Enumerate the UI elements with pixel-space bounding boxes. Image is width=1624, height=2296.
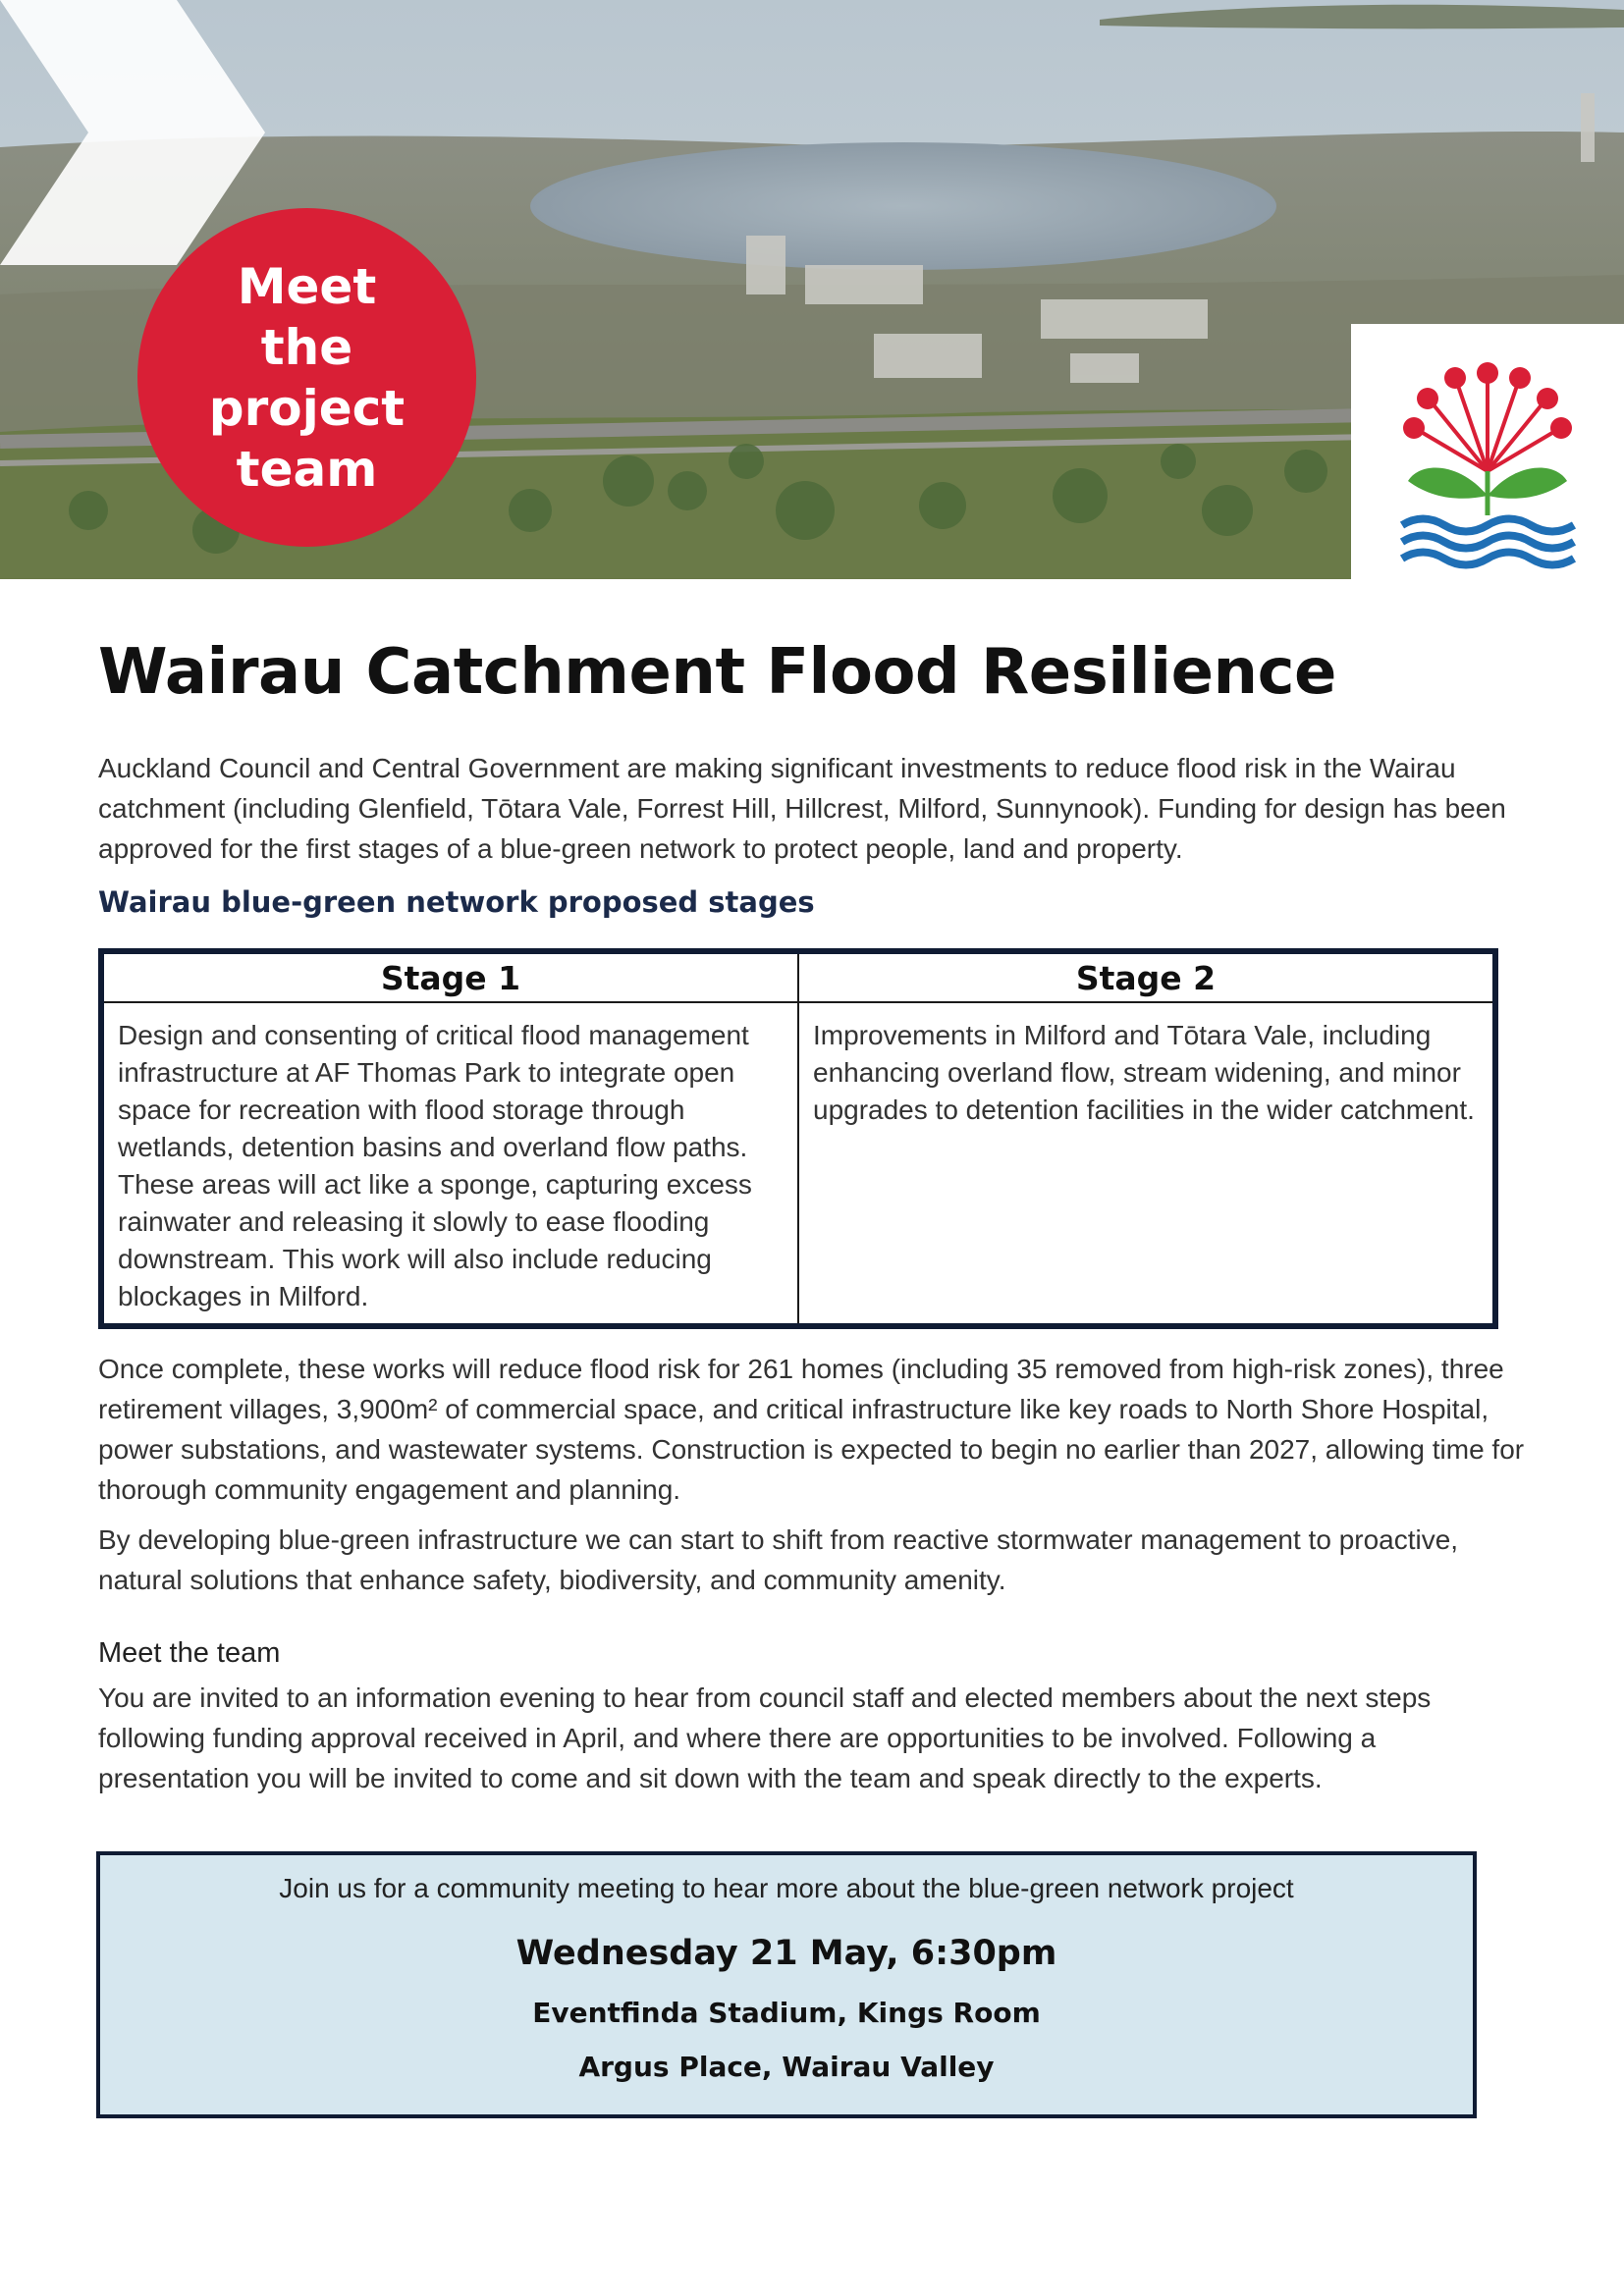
outcome-section <box>98 1349 1532 1510</box>
stage-2-header: Stage 2 <box>798 954 1492 1002</box>
stage-1-header: Stage 1 <box>104 954 798 1002</box>
event-venue: Eventfinda Stadium, Kings Room <box>532 1997 1041 2029</box>
event-lead-text: Join us for a community meeting to hear more about the blue-green network project <box>279 1873 1294 1903</box>
approach-paragraph: By developing blue-green infrastructure we can start to shift from reactive stormwater management to proactive, natural solutions that enhance safety, biodiversity, and community amenity. <box>98 1524 1459 1595</box>
title-block <box>98 628 1532 717</box>
approach-section <box>98 1520 1532 1600</box>
invite-paragraph: You are invited to an information evening to hear from council staff and elected members about the next steps following funding approval received in April, and where there are opportunities to be involved. Following a presentation you will be invited to come and sit down with the team and speak directly to the experts. <box>98 1682 1432 1793</box>
stage-1-description: Design and consenting of critical flood management infrastructure at AF Thomas Park to integrate open space for recreation with flood storage through wetlands, detention basins and overland flow paths. These areas will act like a sponge, capturing excess rainwater and releasing it slowly to ease flooding downstream. This work will also include reducing blockages in Milford. <box>118 1020 752 1311</box>
outcome-paragraph: Once complete, these works will reduce flood risk for 261 homes (including 35 removed from high-risk zones), three retirement villages, 3,900m² of commercial space, and critical infrastructure like key roads to North Shore Hospital, power substations, and wastewater systems. Construction is expected to begin no earlier than 2027, allowing time for thorough community engagement and planning. <box>98 1354 1525 1505</box>
stage-2-description: Improvements in Milford and Tōtara Vale, including enhancing overland flow, stream widening, and minor upgrades to detention facilities in the wider catchment. <box>798 1002 1492 1323</box>
stages-heading: Wairau blue-green network proposed stages <box>98 885 815 919</box>
event-info-box <box>96 1851 1477 2118</box>
intro-paragraph: Auckland Council and Central Government are making significant investments to reduce flood risk in the Wairau catchment (including Glenfield, Tōtara Vale, Forrest Hill, Hillcrest, Milford, Sunnynook). Funding for design has been approved for the first stages of a blue-green network to protect people, land and property. <box>98 753 1506 864</box>
stages-table <box>98 948 1498 1329</box>
page-title: Wairau Catchment Flood Resilience <box>98 636 1336 709</box>
badge-line-1: Meet the <box>237 257 377 376</box>
invite-section <box>98 1678 1532 1798</box>
intro-section <box>98 748 1532 869</box>
event-date: Wednesday 21 May, 6:30pm <box>515 1934 1057 1973</box>
council-logo <box>1351 324 1624 579</box>
badge-line-3: team <box>236 440 378 498</box>
meet-the-team-badge <box>137 208 476 547</box>
event-address: Argus Place, Wairau Valley <box>578 2051 995 2083</box>
badge-line-2: project <box>208 379 406 437</box>
pohutukawa-flower-logo-icon <box>1351 324 1624 579</box>
meet-team-heading: Meet the team <box>98 1637 281 1669</box>
hero-aerial-photo <box>0 0 1624 579</box>
